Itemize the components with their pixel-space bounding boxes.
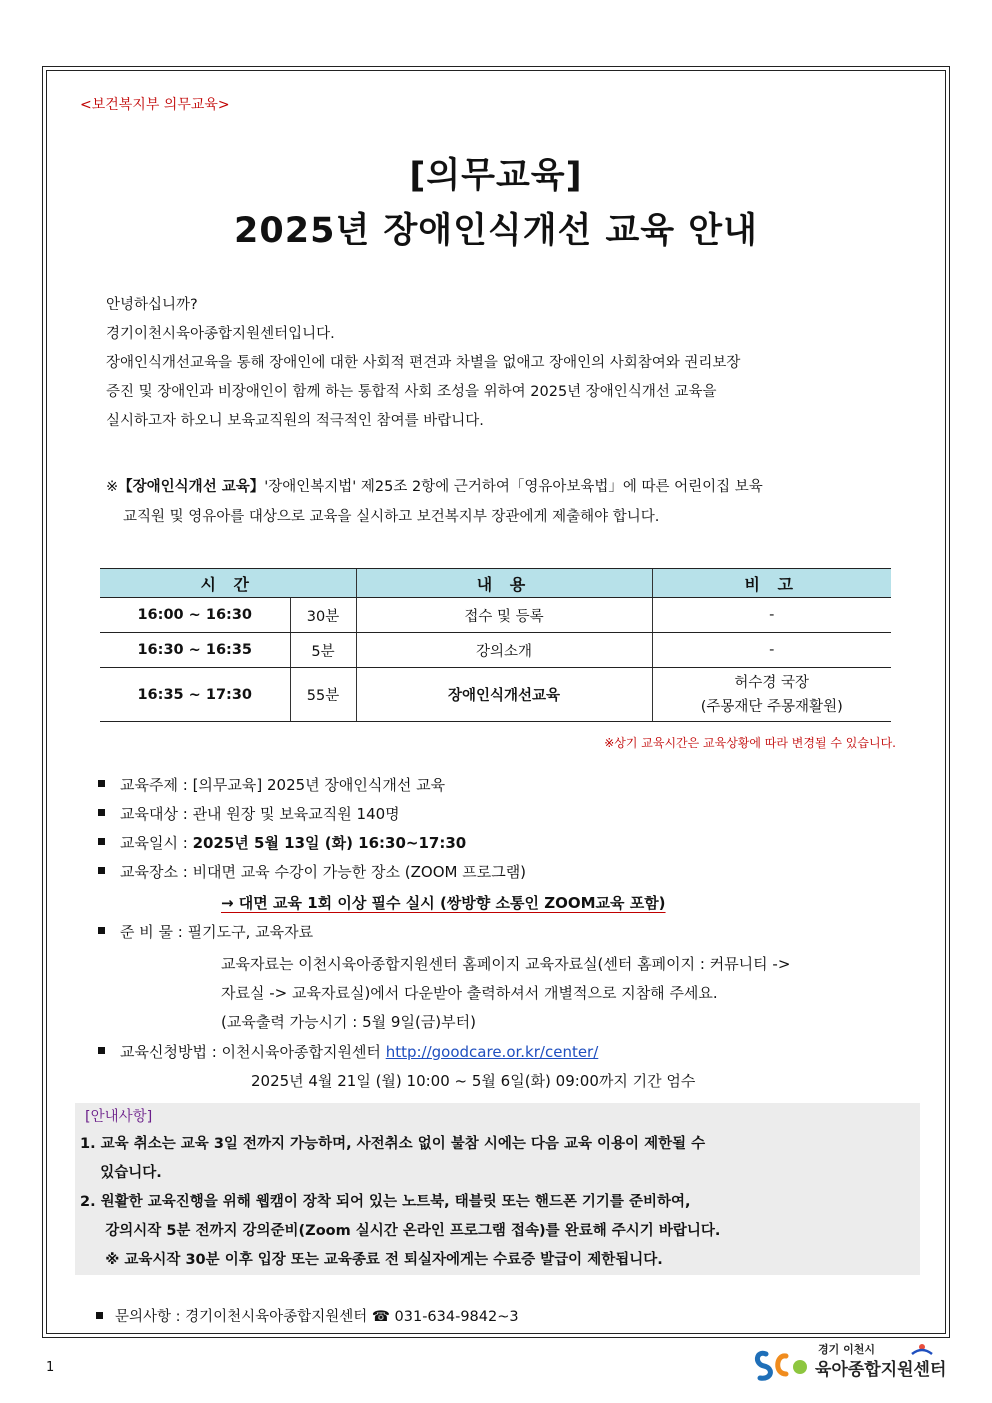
detail-place bbox=[98, 861, 526, 882]
legal-note-line-1 bbox=[106, 472, 926, 502]
detail-label: 교육주제 : bbox=[120, 776, 193, 794]
notice-line: 1. 교육 취소는 교육 3일 전까지 가능하며, 사전취소 없이 불참 시에는 다음 교육 이용이 제한될 수 bbox=[80, 1136, 706, 1152]
intro-line: 증진 및 장애인과 비장애인이 함께 하는 통합적 사회 조성을 위하여 2025년 장애인식개선 교육을 bbox=[106, 384, 717, 400]
time-cell: 16:30 ~ 16:35 bbox=[100, 633, 290, 668]
detail-value: 관내 원장 및 보육교직원 140명 bbox=[192, 805, 400, 823]
notice-line: 2. 원활한 교육진행을 위해 웹캠이 장착 되어 있는 노트북, 태블릿 또는 핸드폰 기기를 준비하여, bbox=[80, 1194, 691, 1210]
prep-line: 교육자료는 이천시육아종합지원센터 홈페이지 교육자료실(센터 홈페이지 : 커뮤니티 -> bbox=[221, 955, 791, 973]
time-cell: 16:00 ~ 16:30 bbox=[100, 598, 290, 633]
detail-prep bbox=[98, 921, 313, 942]
detail-date bbox=[98, 832, 466, 853]
legal-note-line-2: 교직원 및 영유아를 대상으로 교육을 실시하고 보건복지부 장관에게 제출해야 합니다. bbox=[123, 509, 660, 525]
title-line-2: 2025년 장애인식개선 교육 안내 bbox=[234, 211, 758, 251]
logo-city: 경기 이천시 bbox=[818, 1343, 875, 1356]
notice-line: ※ 교육시작 30분 이후 입장 또는 교육종료 전 퇴실자에게는 수료증 발급이 제한됩니다. bbox=[80, 1252, 663, 1268]
time-cell: 16:35 ~ 17:30 bbox=[100, 668, 290, 722]
notice-line: 강의시작 5분 전까지 강의준비(Zoom 실시간 온라인 프로그램 접속)를 완료해 주시기 바랍니다. bbox=[80, 1223, 721, 1239]
prep-line: 자료실 -> 교육자료실)에서 다운받아 출력하셔서 개별적으로 지참해 주세요. bbox=[221, 984, 718, 1002]
place-emphasis: → 대면 교육 1회 이상 필수 실시 (쌍방향 소통인 ZOOM교육 포함) bbox=[221, 894, 666, 912]
content-cell: 강의소개 bbox=[356, 633, 652, 668]
contact-phone: 031-634-9842~3 bbox=[389, 1309, 519, 1325]
detail-value: [의무교육] 2025년 장애인식개선 교육 bbox=[192, 776, 446, 794]
intro-line: 실시하고자 하오니 보육교직원의 적극적인 참여를 바랍니다. bbox=[106, 413, 484, 429]
note-text: '장애인복지법' 제25조 2항에 근거하여「영유아보육법」에 따른 어린이집 보육 bbox=[264, 479, 763, 495]
duration-cell: 30분 bbox=[290, 598, 356, 633]
detail-target bbox=[98, 803, 400, 824]
table-footnote: ※상기 교육시간은 교육상황에 따라 변경될 수 있습니다. bbox=[604, 736, 896, 750]
apply-period: 2025년 4월 21일 (월) 10:00 ~ 5월 6일(화) 09:00까지 기간 엄수 bbox=[251, 1072, 696, 1090]
duration-cell: 5분 bbox=[290, 633, 356, 668]
bullet-icon bbox=[98, 809, 105, 816]
contact-label: 문의사항 : 경기이천시육아종합지원센터 bbox=[115, 1309, 372, 1325]
duration-cell: 55분 bbox=[290, 668, 356, 722]
intro-paragraph bbox=[106, 291, 906, 436]
note-mark: ※ bbox=[106, 479, 119, 495]
logo-center-name: 육아종합지원센터 bbox=[815, 1360, 947, 1380]
instructor-org: (주몽재단 주몽재활원) bbox=[700, 698, 843, 715]
detail-label: 교육일시 : bbox=[120, 834, 193, 852]
detail-value: 필기도구, 교육자료 bbox=[187, 923, 314, 941]
note-bold-title: 【장애인식개선 교육】 bbox=[118, 479, 265, 495]
header-content: 내 용 bbox=[356, 569, 652, 598]
detail-topic bbox=[98, 774, 445, 795]
bullet-icon bbox=[98, 780, 105, 787]
page-number: 1 bbox=[46, 1360, 55, 1375]
table-row bbox=[100, 633, 891, 668]
note-cell bbox=[652, 668, 891, 722]
bullet-icon bbox=[98, 927, 105, 934]
detail-label: 교육대상 : bbox=[120, 805, 193, 823]
note-cell: - bbox=[652, 633, 891, 668]
intro-line: 경기이천시육아종합지원센터입니다. bbox=[106, 326, 335, 342]
prep-line: (교육출력 가능시기 : 5월 9일(금)부터) bbox=[221, 1013, 476, 1031]
notice-line: 있습니다. bbox=[80, 1165, 162, 1181]
title-line-1: [의무교육] bbox=[409, 156, 583, 196]
bullet-icon bbox=[96, 1312, 103, 1319]
detail-label: 교육장소 : bbox=[120, 863, 193, 881]
header-tag: <보건복지부 의무교육> bbox=[80, 97, 230, 113]
bullet-icon bbox=[98, 838, 105, 845]
notice-list bbox=[80, 1130, 720, 1275]
table-row bbox=[100, 668, 891, 722]
contact-line bbox=[96, 1305, 519, 1326]
apply-link[interactable]: http://goodcare.or.kr/center/ bbox=[385, 1043, 599, 1061]
header-note: 비 고 bbox=[652, 569, 891, 598]
intro-line: 장애인식개선교육을 통해 장애인에 대한 사회적 편견과 차별을 없애고 장애인의 사회참여와 권리보장 bbox=[106, 355, 741, 371]
notice-heading: [안내사항] bbox=[85, 1109, 153, 1125]
detail-label: 준 비 물 : bbox=[120, 923, 188, 941]
detail-value: 비대면 교육 수강이 가능한 장소 (ZOOM 프로그램) bbox=[192, 863, 527, 881]
legal-note bbox=[106, 472, 926, 532]
detail-value: 2025년 5월 13일 (화) 16:30~17:30 bbox=[192, 834, 467, 852]
content-cell: 접수 및 등록 bbox=[356, 598, 652, 633]
phone-icon: ☎ bbox=[371, 1309, 390, 1325]
header-time: 시 간 bbox=[100, 569, 356, 598]
schedule-table bbox=[100, 568, 891, 722]
instructor-name: 허수경 국장 bbox=[734, 674, 810, 691]
table-row bbox=[100, 598, 891, 633]
detail-label: 교육신청방법 : bbox=[120, 1043, 222, 1061]
content-cell: 장애인식개선교육 bbox=[356, 668, 652, 722]
bullet-icon bbox=[98, 867, 105, 874]
detail-value: 이천시육아종합지원센터 bbox=[221, 1043, 386, 1061]
bullet-icon bbox=[98, 1047, 105, 1054]
note-cell: - bbox=[652, 598, 891, 633]
detail-apply bbox=[98, 1041, 598, 1062]
intro-line: 안녕하십니까? bbox=[106, 297, 198, 313]
